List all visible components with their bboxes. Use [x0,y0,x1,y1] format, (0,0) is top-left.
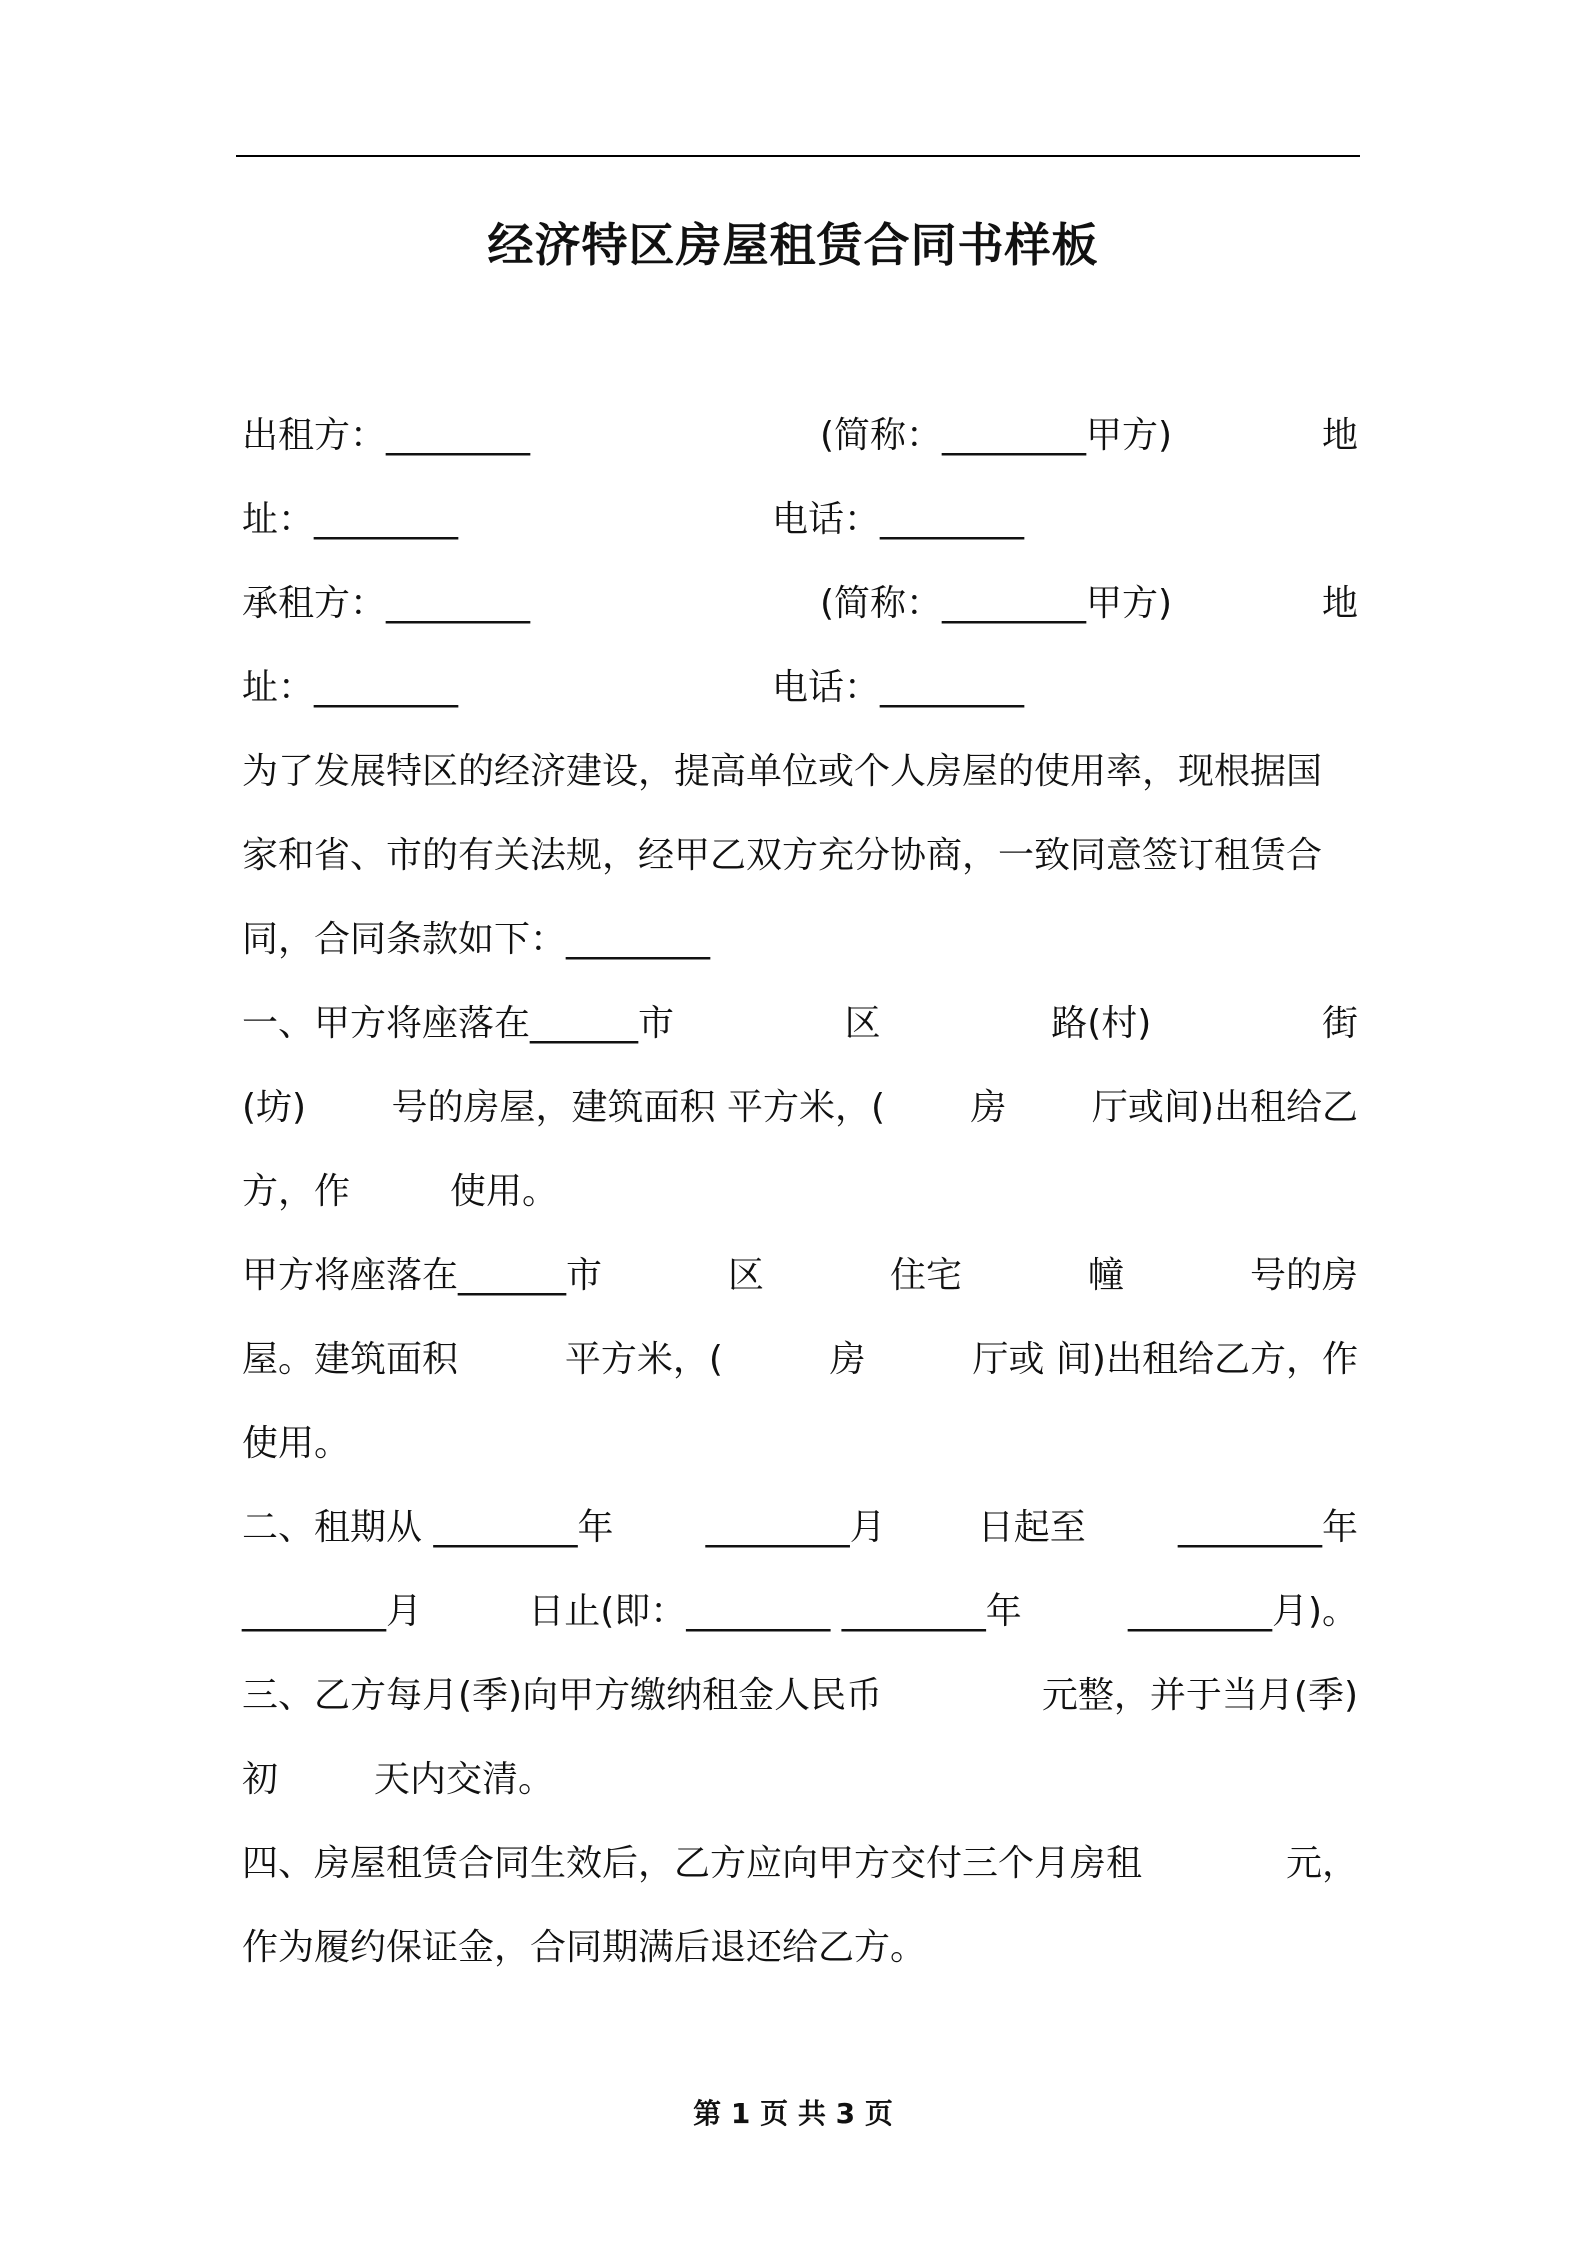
text: 使用。 [450,1171,559,1212]
text: 房 [829,1339,866,1380]
text: 屋。建筑面积 [242,1339,459,1380]
lessee-address: 址：________ [242,667,459,708]
text: 平方米，( [564,1339,723,1380]
text: 区 [844,1003,881,1044]
text: 厅或 间)出租给乙方，作 [972,1339,1358,1380]
line-lessee-address [242,658,1358,718]
text: 同，合同条款如下：________ [242,919,711,960]
clause-3-line [242,1666,1358,1726]
text: 一、甲方将座落在______市 [242,1003,675,1044]
text: ________月 [705,1507,886,1548]
text: 房 [970,1087,1007,1128]
text: 区 [727,1255,764,1296]
clause-2-line [242,1582,1358,1642]
clause-1b-line [242,1246,1358,1306]
lessee-abbrev: (简称：________甲方) [819,583,1173,624]
page-indicator: 第 1 页 共 3 页 [693,2097,893,2130]
clause-1-line [242,1078,1358,1138]
clause-1b-line [242,1330,1358,1390]
text: 日起至 [977,1507,1086,1548]
paragraph-line [242,826,1358,886]
paragraph-line [242,742,1358,802]
document-title: 经济特区房屋租赁合同书样板 [487,218,1099,272]
paragraph-line [242,910,1358,970]
text: ________月 [242,1591,423,1632]
text: 日止(即：________ ________年 [528,1591,1022,1632]
line-lessee [242,574,1358,634]
text: 元， [1285,1843,1358,1884]
lessor-phone: 电话：________ [772,499,1025,540]
clause-1-line [242,1162,1358,1222]
text: ________年 [1177,1507,1358,1548]
text: 号的房 [1249,1255,1358,1296]
text: 街 [1321,1003,1358,1044]
lessor-label: 出租方：________ [242,415,531,456]
text: 作为履约保证金，合同期满后退还给乙方。 [242,1927,927,1968]
clause-2-line [242,1498,1358,1558]
line-lessor [242,406,1358,466]
text: 元整，并于当月(季) [1041,1675,1358,1716]
text: 号的房屋，建筑面积 平方米，( [391,1087,886,1128]
text: ________月)。 [1127,1591,1358,1632]
clause-1-line [242,994,1358,1054]
header-rule [236,155,1360,157]
text: 方，作 [242,1171,351,1212]
text: 甲方将座落在______市 [242,1255,603,1296]
lessee-phone: 电话：________ [772,667,1025,708]
text: 幢 [1087,1255,1124,1296]
text: 四、房屋租赁合同生效后，乙方应向甲方交付三个月房租 [242,1843,1143,1884]
lessee-label: 承租方：________ [242,583,531,624]
text: 初 [242,1759,279,1800]
lessor-address: 址：________ [242,499,459,540]
lessor-abbrev: (简称：________甲方) [819,415,1173,456]
text: 三、乙方每月(季)向甲方缴纳租金人民币 [242,1675,883,1716]
text: 路(村) [1051,1003,1152,1044]
text: 为了发展特区的经济建设，提高单位或个人房屋的使用率，现根据国 [242,751,1323,792]
address-start: 地 [1321,415,1358,456]
text: (坊) [242,1087,307,1128]
clause-4-line [242,1918,1358,1978]
text: 二、租期从 ________年 [242,1507,614,1548]
clause-3-line [242,1750,1358,1810]
text: 住宅 [889,1255,962,1296]
text: 使用。 [242,1423,351,1464]
text: 厅或间)出租给乙 [1091,1087,1358,1128]
text: 家和省、市的有关法规，经甲乙双方充分协商，一致同意签订租赁合 [242,835,1323,876]
line-lessor-address [242,490,1358,550]
text: 天内交清。 [374,1759,555,1800]
address-start: 地 [1321,583,1358,624]
clause-4-line [242,1834,1358,1894]
clause-1b-line [242,1414,1358,1474]
